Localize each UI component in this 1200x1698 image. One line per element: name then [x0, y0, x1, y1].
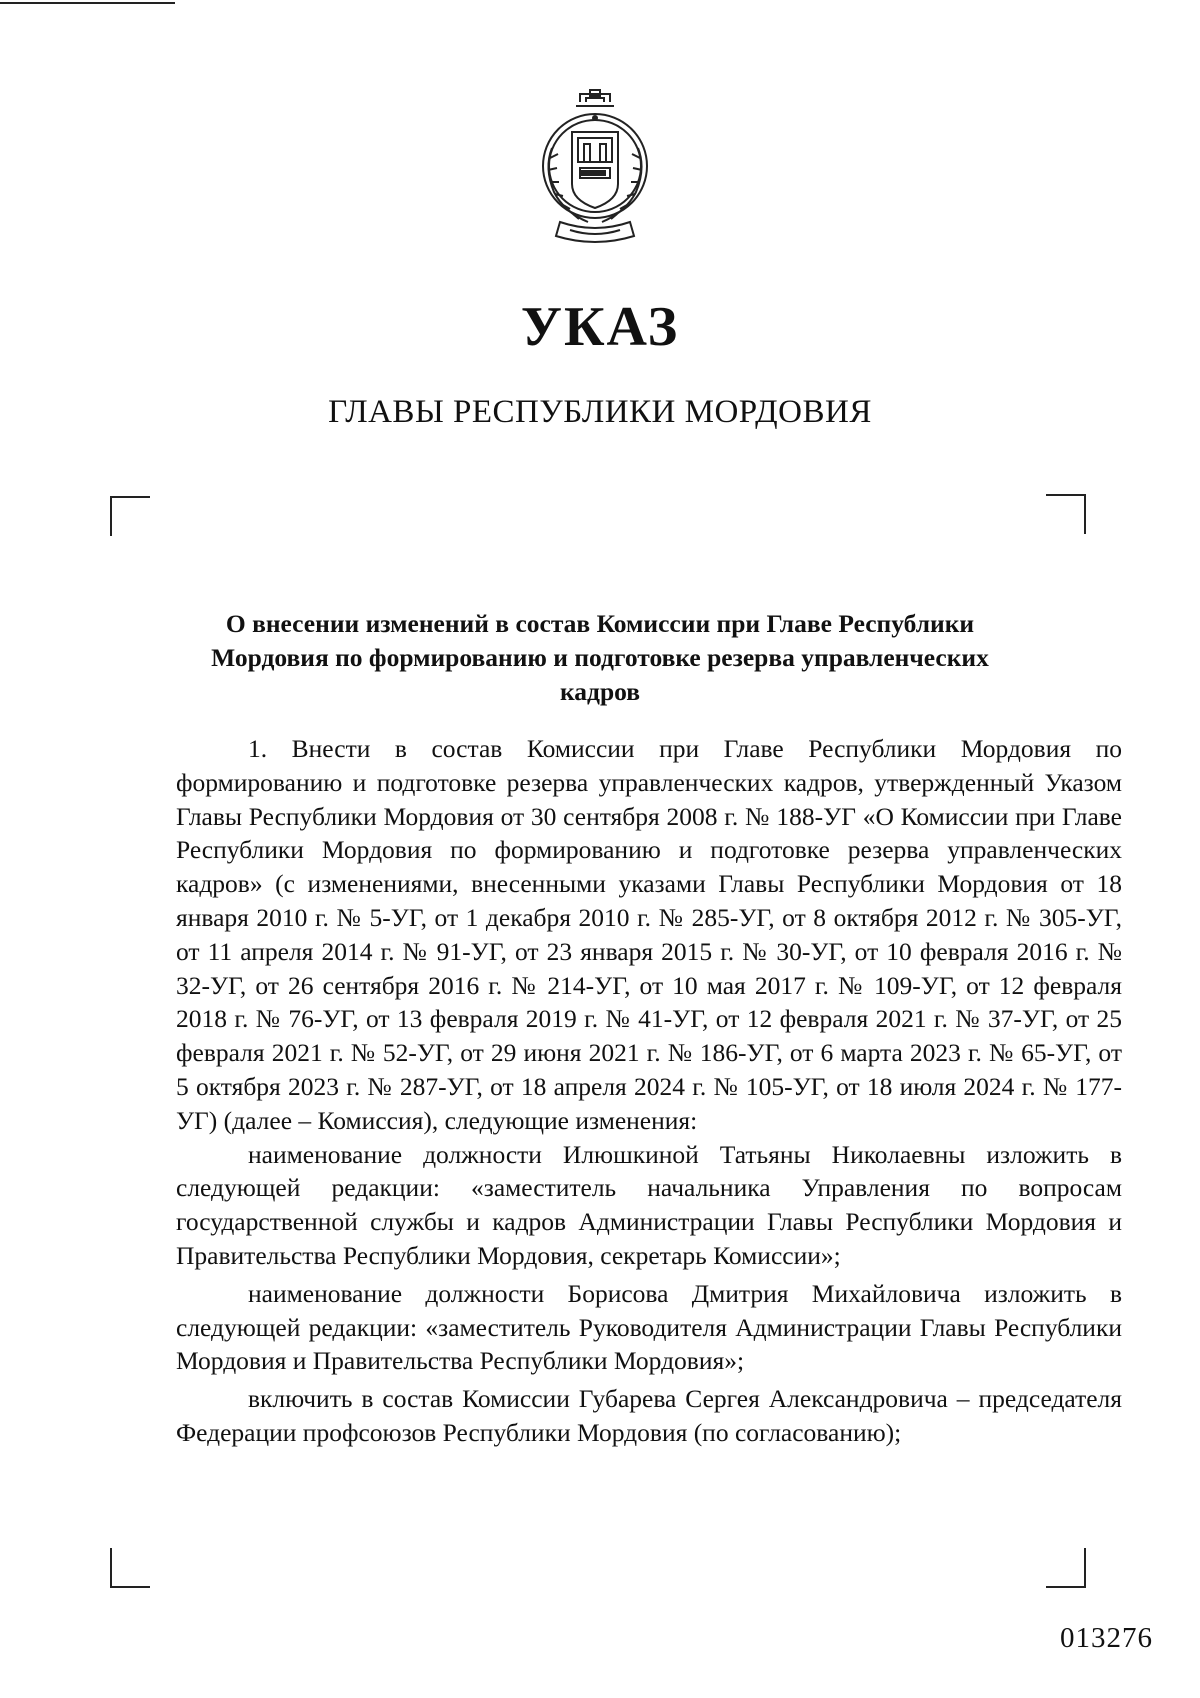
corner-mark-top-right: [1046, 494, 1086, 534]
top-edge-rule: [0, 2, 175, 4]
serial-number: 013276: [1060, 1622, 1153, 1654]
paragraph-1: 1. Внести в состав Комиссии при Главе Республики Мордовия по формированию и подготовке резерва управленческих кадров, утвержденный Указом Главы Республики Мордовия от 30 сентября 2008 г. № 188-УГ «О Комиссии при Главе Республики Мордовия по формированию и подготовке резерва управленческих кадров» (с изменениями, внесенными указами Главы Республики Мордовия от 18 января 2010 г. № 5-УГ, от 1 декабря 2010 г. № 285-УГ, от 8 октября 2012 г. № 305-УГ, от 11 апреля 2014 г. № 91-УГ, от 23 января 2015 г. № 30-УГ, от 10 февраля 2016 г. № 32-УГ, от 26 сентября 2016 г. № 214-УГ, от 10 мая 2017 г. № 109-УГ, от 12 февраля 2018 г. № 76-УГ, от 13 февраля 2019 г. № 41-УГ, от 12 февраля 2021 г. № 37-УГ, от 25 февраля 2021 г. № 52-УГ, от 29 июня 2021 г. № 186-УГ, от 6 марта 2023 г. № 65-УГ, от 5 октября 2023 г. № 287-УГ, от 18 апреля 2024 г. № 105-УГ, от 18 июля 2024 г. № 177-УГ) (далее – Комиссия), следующие изменения:: [176, 734, 1122, 1135]
paragraph-3: наименование должности Борисова Дмитрия Михайловича изложить в следующей редакции: «заместитель Руководителя Администрации Главы Республики Мордовия и Правительства Республики Мордовия»;: [176, 1278, 1122, 1376]
document-subtitle: ГЛАВЫ РЕСПУБЛИКИ МОРДОВИЯ: [328, 394, 872, 430]
document-title: УКАЗ: [520, 296, 680, 358]
paragraph-4: включить в состав Комиссии Губарева Сергея Александровича – председателя Федерации профсоюзов Республики Мордовия (по согласованию);: [176, 1384, 1122, 1447]
corner-mark-bottom-left: [110, 1548, 150, 1588]
corner-mark-top-left: [110, 496, 150, 536]
coat-of-arms-icon: [530, 88, 660, 248]
decree-body: [176, 732, 1122, 1450]
paragraph-2: наименование должности Илюшкиной Татьяны Николаевны изложить в следующей редакции: «заместитель начальника Управления по вопросам государственной службы и кадров Администрации Главы Республики Мордовия и Правительства Республики Мордовия, секретарь Комиссии»;: [176, 1139, 1122, 1270]
decree-heading: О внесении изменений в состав Комиссии при Главе Республики Мордовия по формированию и подготовке резерва управленческих кадров: [211, 609, 989, 706]
corner-mark-bottom-right: [1046, 1548, 1086, 1588]
